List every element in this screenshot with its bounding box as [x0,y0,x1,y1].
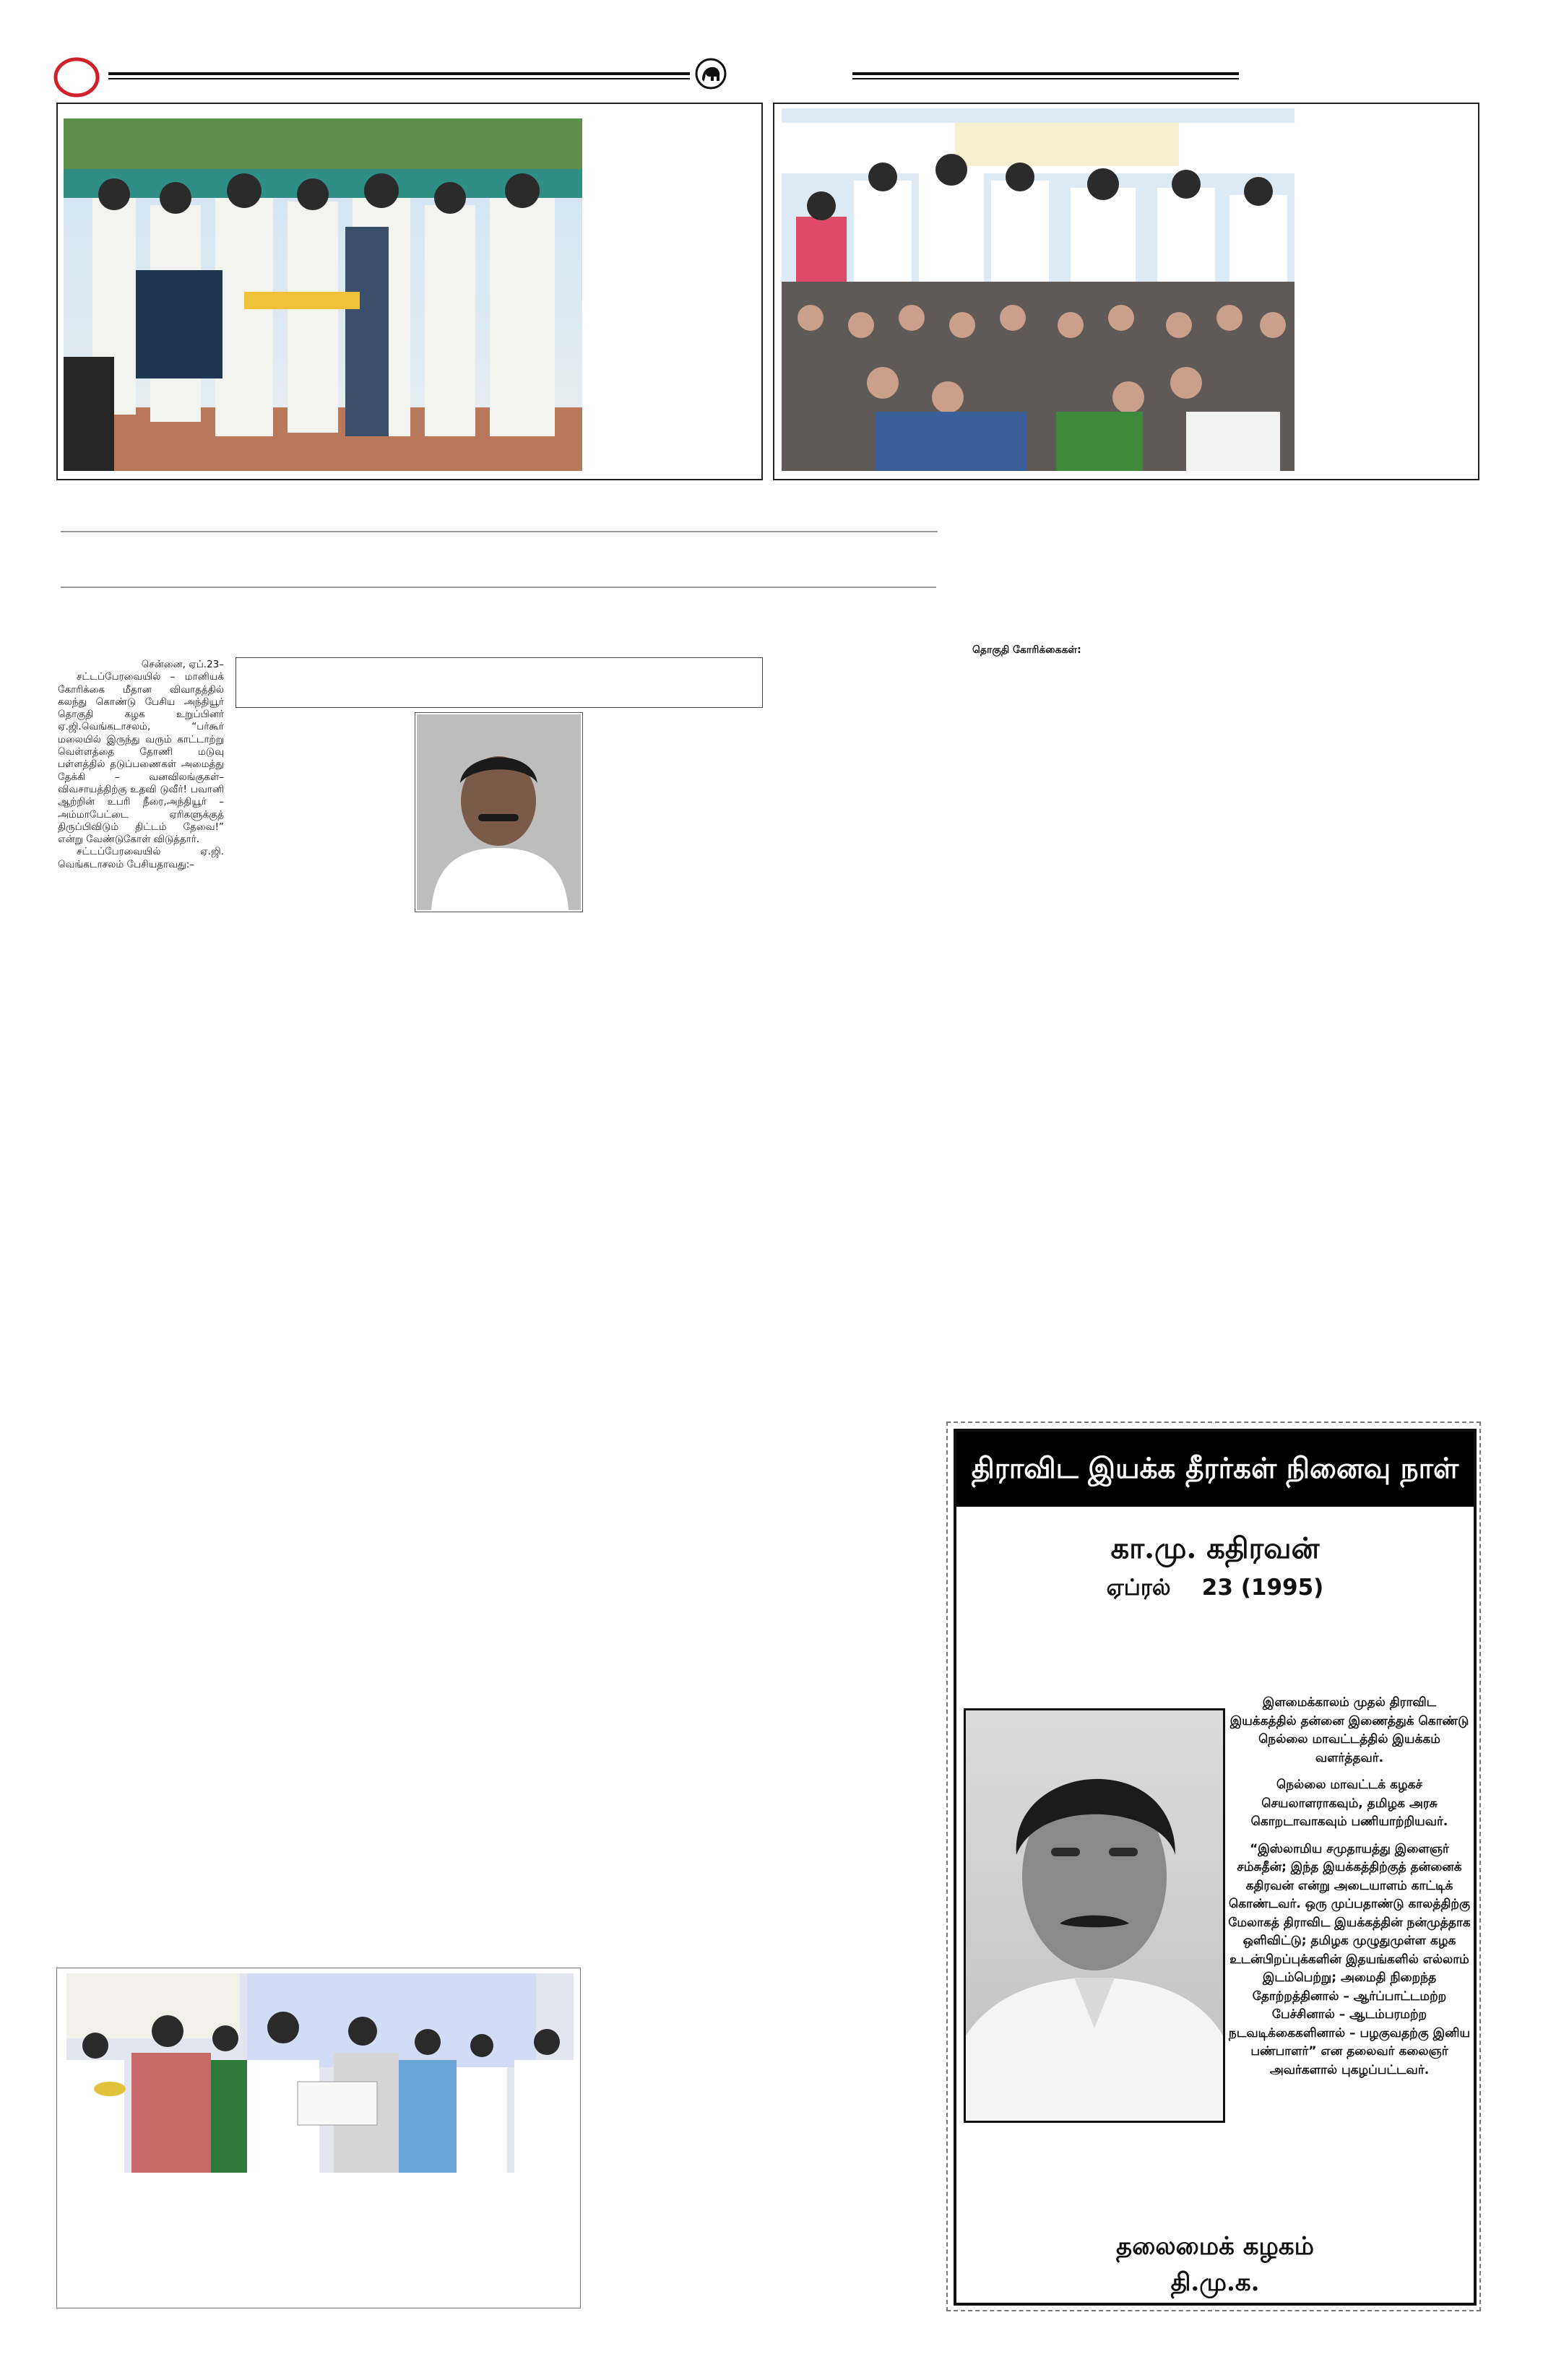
article-subhead: தொகுதி கோரிக்கைகள்: [972,644,1081,656]
elephant-logo-icon [695,58,727,90]
memorial-bio-paragraph-2: நெல்லை மாவட்டக் கழகச் செயலாளராகவும், தமிழக அரசு கொறடாவாகவும் பணியாற்றியவர். [1250,1778,1448,1829]
memorial-footer-line1: தலைமைக் கழகம் [1116,2232,1314,2261]
memorial-biography [1228,1694,1471,2088]
memorial-date: ஏப்ரல் 23 (1995) [1106,1575,1324,1601]
memorial-footer-line2: தி.மு.க. [1170,2268,1260,2297]
kathiravan-portrait-photo [966,1710,1223,2121]
masthead-circle-icon [53,57,100,98]
memorial-name: கா.மு. கதிரவன் [1110,1531,1320,1565]
certificate-handover-photo [66,1973,574,2173]
headline-rule-upper [61,531,938,532]
headline-rule-lower [61,587,936,588]
welfare-scheme-distribution-photo [782,108,1295,471]
article-lead-paragraph: சட்டப்பேரவையில் – மானியக் கோரிக்கை மீதான விவாதத்தில் கலந்து கொண்டு பேசிய அந்தியூர் தொகுதி கழக உறுப்பினர் ஏ.ஜி.வெங்கடாசலம், “பர்கூர் மலையில் இருந்து வரும் காட்டாற்று வெள்ளத்தை தோணி மடுவு பள்ளத்தில் தடுப்பணைகள் அமைத்து தேக்கி – வனவிலங்குகள்–விவசாயத்திற்கு உதவி டுவீர்! பவானி ஆற்றின் உபரி நீரை,அந்தியூர் – அம்மாபேட்டை ஏரிகளுக்குத் திருப்பிவிடும் திட்டம் தேவை!” என்று வேண்டுகோள் விடுத்தார். [58,671,224,846]
article-first-column [58,659,224,871]
article-dateline: சென்னை, ஏப்.23– [141,659,224,670]
mla-portrait-photo [417,714,581,910]
memorial-header-text: திராவிட இயக்க தீரர்கள் நினைவு நாள் [971,1453,1459,1485]
masthead-rule-left-thin [108,78,690,79]
memorial-header [956,1432,1474,1507]
masthead-rule-right-thin [852,78,1239,79]
ribbon-cutting-ceremony-photo [64,118,582,471]
masthead-rule-right [852,72,1239,75]
pull-quote-box [235,657,763,708]
memorial-bio-paragraph-1: இளமைக்காலம் முதல் திராவிட இயக்கத்தில் தன்னை இணைத்துக் கொண்டு நெல்லை மாவட்டத்தில் இயக்கம் வளர்த்தவர். [1229,1695,1469,1765]
article-speech-intro: சட்டப்பேரவையில் ஏ.ஜி. வெங்கடாசலம் பேசியதாவது:– [58,846,224,870]
memorial-bio-paragraph-3: “இஸ்லாமிய சமுதாயத்து இளைஞர் சம்சுதீன்; இந்த இயக்கத்திற்குத் தன்னைக் கதிரவன் என்று அடையாளம் காட்டிக் கொண்டவர். ஒரு முப்பதாண்டு காலத்திற்கு மேலாகத் திராவிட இயக்கத்தின் நன்முத்தாக ஒளிவிட்டு; தமிழக முழுதுமுள்ள கழக உடன்பிறப்புக்களின் இதயங்களில் எல்லாம் இடம்பெற்று; அமைதி நிறைந்த தோற்றத்தினால் – ஆர்ப்பாட்டமற்ற பேச்சினால் – ஆடம்பரமற்ற நடவடிக்கைகளினால் – பழகுவதற்கு இனிய பண்பாளர்” என தலைவர் கலைஞர் அவர்களால் புகழப்பட்டவர். [1228,1841,1471,2077]
masthead-rule-left [108,72,690,75]
